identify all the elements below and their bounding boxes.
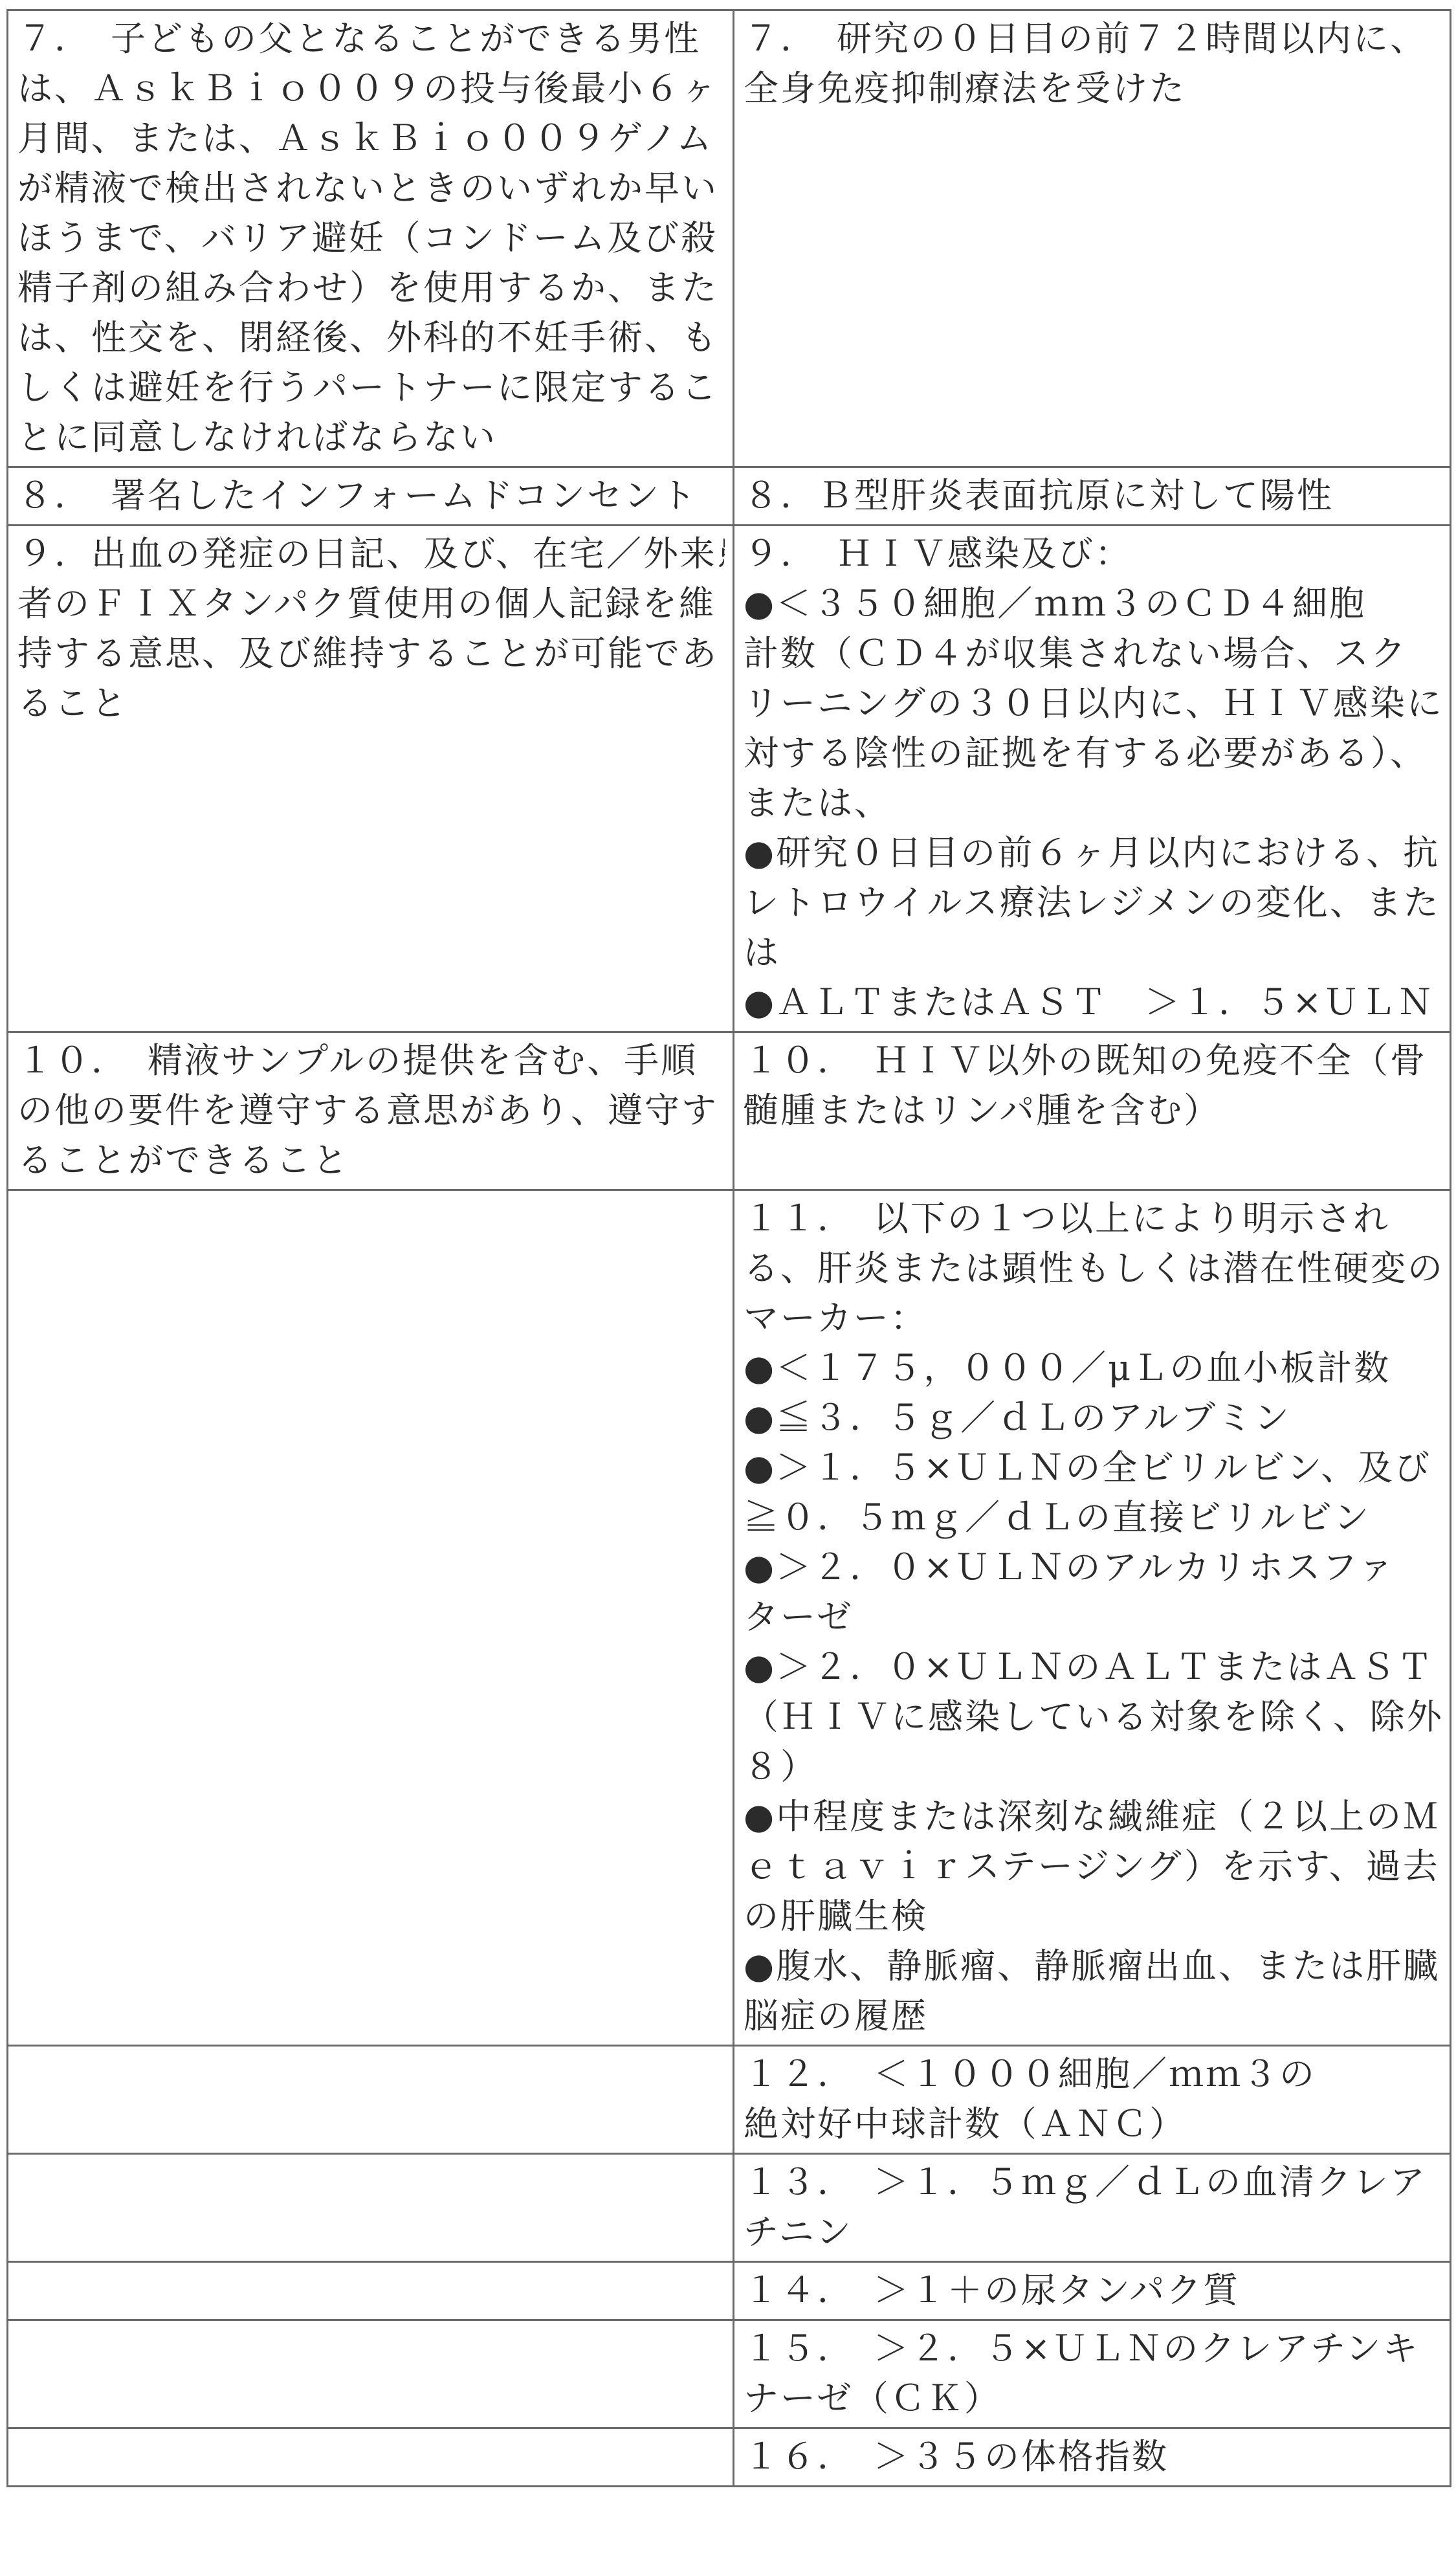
criterion-text-line: 脳症の履歴 [744, 1991, 1442, 2041]
criterion-text-line: 精子剤の組み合わせ）を使用するか、また [17, 263, 725, 313]
criterion-text-line: ｅｔａｖｉｒステージング）を示す、過去 [744, 1841, 1442, 1891]
exclusion-criterion-cell [734, 467, 1451, 526]
table-row [8, 1190, 1451, 2046]
criterion-text-line: ほうまで、バリア避妊（コンドーム及び殺 [17, 213, 725, 263]
criterion-text-line: １３． ＞１．５ｍｇ／ｄＬの血清クレア [744, 2157, 1442, 2207]
inclusion-criterion-cell [8, 526, 734, 1032]
criterion-text-line: マーカー： [744, 1293, 1442, 1343]
inclusion-criterion-cell [8, 1032, 734, 1190]
inclusion-criterion-cell [8, 467, 734, 526]
criterion-text-line: （ＨＩＶに感染している対象を除く、除外 [744, 1692, 1442, 1742]
criterion-text-line: ●＞１．５×ＵＬＮの全ビリルビン、及び [744, 1443, 1442, 1492]
inclusion-criterion-cell [8, 1190, 734, 2046]
criterion-text-line: １０． ＨＩＶ以外の既知の免疫不全（骨 [744, 1036, 1442, 1085]
criterion-text-line: １２． ＜１０００細胞／ｍｍ３の [744, 2049, 1442, 2099]
table-row [8, 10, 1451, 467]
criterion-text-line: が精液で検出されないときのいずれか早い [17, 163, 725, 213]
criterion-text-line: ターゼ [744, 1592, 1442, 1642]
criterion-text-line: の肝臓生検 [744, 1891, 1442, 1941]
exclusion-criterion-cell [734, 526, 1451, 1032]
exclusion-criterion-cell [734, 1032, 1451, 1190]
criterion-text-line: しくは避妊を行うパートナーに限定するこ [17, 362, 725, 412]
inclusion-criterion-cell [8, 2320, 734, 2428]
criterion-text-line: ≧０．５ｍｇ／ｄＬの直接ビリルビン [744, 1492, 1442, 1542]
criterion-text-line: 計数（ＣＤ４が収集されない場合、スク [744, 628, 1442, 678]
table-row [8, 467, 1451, 526]
criterion-text-line: ることができること [17, 1135, 725, 1185]
criterion-text-line: ９． ＨＩＶ感染及び： [744, 529, 1442, 579]
criterion-text-line: 全身免疫抑制療法を受けた [744, 63, 1442, 113]
criterion-text-line: ●≦３．５ｇ／ｄＬのアルブミン [744, 1393, 1442, 1443]
exclusion-criterion-cell [734, 2262, 1451, 2320]
exclusion-criterion-cell [734, 10, 1451, 467]
criterion-text-line: または、 [744, 778, 1442, 828]
criterion-text-line: 者のＦＩＸタンパク質使用の個人記録を維 [17, 579, 725, 628]
inclusion-criterion-cell [8, 2046, 734, 2154]
criterion-text-line: とに同意しなければならない [17, 412, 725, 462]
criterion-text-line: ●＞２．０×ＵＬＮのアルカリホスファ [744, 1542, 1442, 1592]
criterion-text-line: ８．Ｂ型肝炎表面抗原に対して陽性 [744, 471, 1442, 520]
criterion-text-line: ７． 研究の０日目の前７２時間以内に、 [744, 14, 1442, 63]
exclusion-criterion-cell [734, 1190, 1451, 2046]
criterion-text-line: ナーゼ（ＣＫ） [744, 2373, 1442, 2423]
criterion-text-line: 髄腫またはリンパ腫を含む） [744, 1085, 1442, 1135]
criterion-text-line: は、ＡｓｋＢｉｏ００９の投与後最小６ヶ [17, 63, 725, 113]
inclusion-criterion-cell [8, 2262, 734, 2320]
criterion-text-line: ●＜１７５，０００／μＬの血小板計数 [744, 1343, 1442, 1393]
criterion-text-line: の他の要件を遵守する意思があり、遵守す [17, 1085, 725, 1135]
exclusion-criterion-cell [734, 2046, 1451, 2154]
criterion-text-line: １０． 精液サンプルの提供を含む、手順 [17, 1036, 725, 1085]
criterion-text-line: 絶対好中球計数（ＡＮＣ） [744, 2099, 1442, 2149]
exclusion-criterion-cell [734, 2320, 1451, 2428]
exclusion-criterion-cell [734, 2428, 1451, 2487]
table-row [8, 2046, 1451, 2154]
table-row [8, 2320, 1451, 2428]
table-row [8, 526, 1451, 1032]
criterion-text-line: る、肝炎または顕性もしくは潜在性硬変の [744, 1243, 1442, 1293]
criterion-text-line: １４． ＞１＋の尿タンパク質 [744, 2265, 1442, 2315]
inclusion-criterion-cell [8, 2428, 734, 2487]
inclusion-criterion-cell [8, 2154, 734, 2262]
criterion-text-line: ●ＡＬＴまたはＡＳＴ ＞１．５×ＵＬＮ [744, 977, 1442, 1027]
criterion-text-line: １１． 以下の１つ以上により明示され [744, 1193, 1442, 1243]
criterion-text-line: ●研究０日目の前６ヶ月以内における、抗 [744, 828, 1442, 878]
criterion-text-line: ８． 署名したインフォームドコンセント [17, 471, 725, 520]
criterion-text-line: ●＞２．０×ＵＬＮのＡＬＴまたはＡＳＴ [744, 1642, 1442, 1692]
criterion-text-line: チニン [744, 2207, 1442, 2257]
criterion-text-line: １６． ＞３５の体格指数 [744, 2432, 1442, 2481]
criterion-text-line: 持する意思、及び維持することが可能であ [17, 628, 725, 678]
criterion-text-line: ８） [744, 1742, 1442, 1792]
criteria-table-body [8, 10, 1451, 2487]
criterion-text-line: 月間、または、ＡｓｋＢｉｏ００９ゲノム [17, 113, 725, 163]
table-row [8, 1032, 1451, 1190]
inclusion-criterion-cell [8, 10, 734, 467]
criterion-text-line: ７． 子どもの父となることができる男性 [17, 14, 725, 63]
criterion-text-line: は、性交を、閉経後、外科的不妊手術、も [17, 313, 725, 362]
table-row [8, 2428, 1451, 2487]
table-row [8, 2262, 1451, 2320]
criterion-text-line: ●腹水、静脈瘤、静脈瘤出血、または肝臓 [744, 1941, 1442, 1991]
criterion-text-line: は [744, 927, 1442, 977]
criterion-text-line: 対する陰性の証拠を有する必要がある）、 [744, 728, 1442, 778]
criterion-text-line: ること [17, 678, 725, 728]
criterion-text-line: ●中程度または深刻な繊維症（２以上のＭ [744, 1792, 1442, 1841]
criterion-text-line: ９．出血の発症の日記、及び、在宅／外来患 [17, 529, 725, 579]
criterion-text-line: １５． ＞２．５×ＵＬＮのクレアチンキ [744, 2324, 1442, 2373]
criterion-text-line: レトロウイルス療法レジメンの変化、また [744, 878, 1442, 927]
criterion-text-line: リーニングの３０日以内に、ＨＩＶ感染に [744, 678, 1442, 728]
exclusion-criterion-cell [734, 2154, 1451, 2262]
table-row [8, 2154, 1451, 2262]
criterion-text-line: ●＜３５０細胞／ｍｍ３のＣＤ４細胞 [744, 579, 1442, 628]
criteria-table [6, 9, 1451, 2487]
